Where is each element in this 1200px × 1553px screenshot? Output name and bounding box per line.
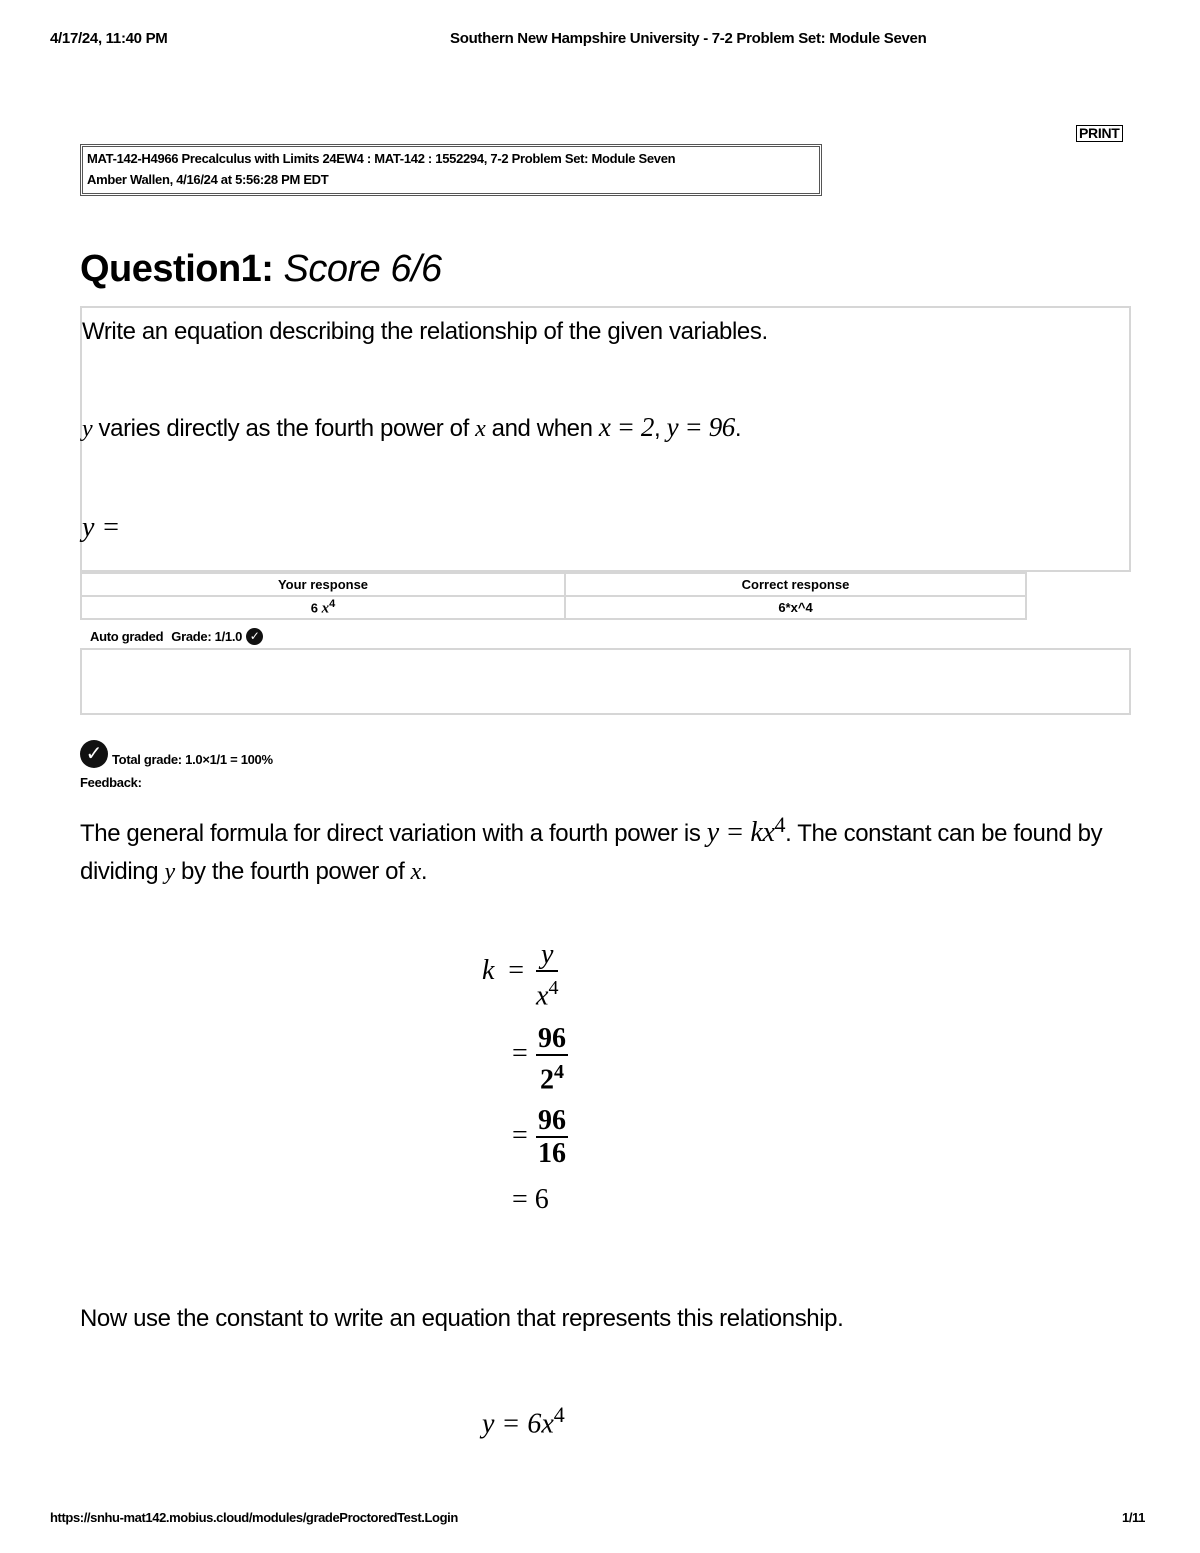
condition-y: y = 96 bbox=[666, 412, 735, 442]
question-statement bbox=[82, 412, 741, 443]
feedback-label: Feedback: bbox=[80, 775, 142, 790]
feedback-text: . bbox=[420, 858, 428, 885]
equals-sign: = bbox=[512, 1120, 528, 1151]
final-equation bbox=[482, 1402, 565, 1440]
derivation-result: = 6 bbox=[512, 1184, 549, 1215]
feedback-text: The general formula for direct variation with a fourth power is bbox=[80, 820, 707, 847]
your-response-header: Your response bbox=[81, 573, 565, 596]
your-response-exp: 4 bbox=[329, 597, 336, 610]
grade-line bbox=[90, 628, 263, 645]
equals-sign: = bbox=[512, 1038, 528, 1069]
fraction-numerator: 96 bbox=[538, 1023, 566, 1054]
answer-prompt: y = bbox=[82, 512, 121, 543]
fraction-96-over-2-4 bbox=[536, 1024, 568, 1096]
course-info-box bbox=[80, 144, 822, 196]
comment-box bbox=[80, 648, 1131, 715]
print-datetime: 4/17/24, 11:40 PM bbox=[50, 30, 168, 47]
fraction-y-over-x4 bbox=[536, 940, 558, 1012]
response-table bbox=[80, 572, 1027, 620]
question-score: Score 6/6 bbox=[283, 248, 442, 290]
question-instruction: Write an equation describing the relationship of the given variables. bbox=[82, 318, 768, 345]
footer-page-number: 1/11 bbox=[1122, 1510, 1145, 1525]
constant-k: k bbox=[482, 955, 495, 986]
auto-graded-label: Auto graded bbox=[90, 629, 164, 644]
total-grade: Total grade: 1.0×1/1 = 100% bbox=[112, 752, 273, 767]
table-row bbox=[81, 596, 1026, 619]
formula-exponent: 4 bbox=[774, 812, 786, 837]
var-x: x bbox=[475, 416, 486, 442]
exponent: 4 bbox=[554, 1061, 564, 1083]
fraction-96-over-16 bbox=[536, 1106, 568, 1170]
print-button[interactable]: PRINT bbox=[1076, 125, 1123, 142]
question-title bbox=[80, 248, 442, 291]
fraction-denominator: 16 bbox=[538, 1138, 566, 1169]
condition-x: x = 2 bbox=[598, 412, 655, 442]
final-equation-exponent: 4 bbox=[553, 1402, 565, 1427]
fraction-denominator: x bbox=[536, 980, 549, 1012]
feedback-paragraph bbox=[80, 806, 1140, 891]
statement-period: . bbox=[734, 415, 742, 442]
statement-comma: , bbox=[654, 415, 667, 442]
feedback-text: . The constant can be found by dividing bbox=[80, 820, 1103, 885]
fraction-denominator: 2 bbox=[540, 1064, 554, 1096]
final-equation-text: y = 6x bbox=[482, 1408, 554, 1440]
var-x: x bbox=[410, 859, 421, 885]
student-info-line: Amber Wallen, 4/16/24 at 5:56:28 PM EDT bbox=[87, 172, 329, 187]
equals-sign: = bbox=[508, 955, 525, 986]
correct-response-header: Correct response bbox=[565, 573, 1026, 596]
check-circle-icon: ✓ bbox=[80, 740, 108, 768]
var-y: y bbox=[164, 859, 175, 885]
formula: y = kx bbox=[706, 817, 775, 848]
question-label: Question1: bbox=[80, 248, 274, 290]
feedback-text: by the fourth power of bbox=[174, 858, 411, 885]
your-response-cell bbox=[81, 596, 565, 619]
fraction-numerator: y bbox=[536, 940, 558, 972]
derivation-step-1 bbox=[482, 954, 530, 987]
check-circle-icon: ✓ bbox=[246, 628, 263, 645]
var-y: y bbox=[82, 416, 93, 442]
statement-text-1: varies directly as the fourth power of bbox=[92, 415, 476, 442]
print-page-title: Southern New Hampshire University - 7-2 Problem Set: Module Seven bbox=[450, 30, 927, 47]
table-header-row bbox=[81, 573, 1026, 596]
feedback-paragraph-2: Now use the constant to write an equation that represents this relationship. bbox=[80, 1305, 844, 1332]
correct-response-cell: 6*x^4 bbox=[565, 596, 1026, 619]
fraction-numerator: 96 bbox=[538, 1105, 566, 1136]
footer-url: https://snhu-mat142.mobius.cloud/modules/gradeProctoredTest.Login bbox=[50, 1510, 458, 1525]
your-response-var: x bbox=[321, 600, 330, 617]
statement-text-2: and when bbox=[485, 415, 599, 442]
course-info-line: MAT-142-H4966 Precalculus with Limits 24EW4 : MAT-142 : 1552294, 7-2 Problem Set: Module Seven bbox=[87, 151, 676, 166]
grade-value: Grade: 1/1.0 bbox=[171, 629, 243, 644]
exponent: 4 bbox=[548, 977, 559, 999]
question-box bbox=[80, 306, 1131, 572]
your-response-coef: 6 bbox=[310, 600, 322, 616]
